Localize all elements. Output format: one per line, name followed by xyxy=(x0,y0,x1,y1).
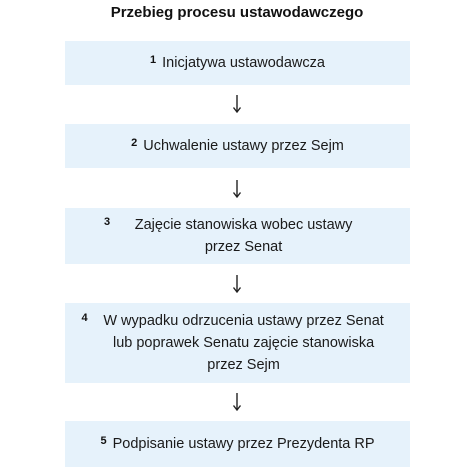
step-box-2 xyxy=(65,124,410,168)
step-text-1: Inicjatywa ustawodawcza xyxy=(162,55,325,71)
step-box-4 xyxy=(65,303,410,383)
step-text-5: Podpisanie ustawy przez Prezydenta RP xyxy=(112,436,375,452)
step-text-4: W wypadku odrzucenia ustawy przez Senat lub poprawek Senatu zajęcie stanowiska przez Sejm xyxy=(103,313,384,373)
step-number-1: 1 xyxy=(150,54,157,66)
step-number-4: 4 xyxy=(81,312,88,324)
down-arrow-icon xyxy=(232,393,242,411)
step-box-5 xyxy=(65,421,410,467)
step-text-2: Uchwalenie ustawy przez Sejm xyxy=(143,138,344,154)
down-arrow-icon xyxy=(232,180,242,198)
diagram-title: Przebieg procesu ustawodawczego xyxy=(110,4,364,21)
down-arrow-icon xyxy=(232,95,242,113)
step-number-3: 3 xyxy=(103,216,111,228)
step-box-1 xyxy=(65,41,410,85)
step-text-3: Zajęcie stanowiska wobec ustawy przez Senat xyxy=(134,217,353,255)
step-number-2: 2 xyxy=(131,137,138,149)
down-arrow-icon xyxy=(232,275,242,293)
step-box-3 xyxy=(65,208,410,264)
step-number-5: 5 xyxy=(100,435,107,447)
